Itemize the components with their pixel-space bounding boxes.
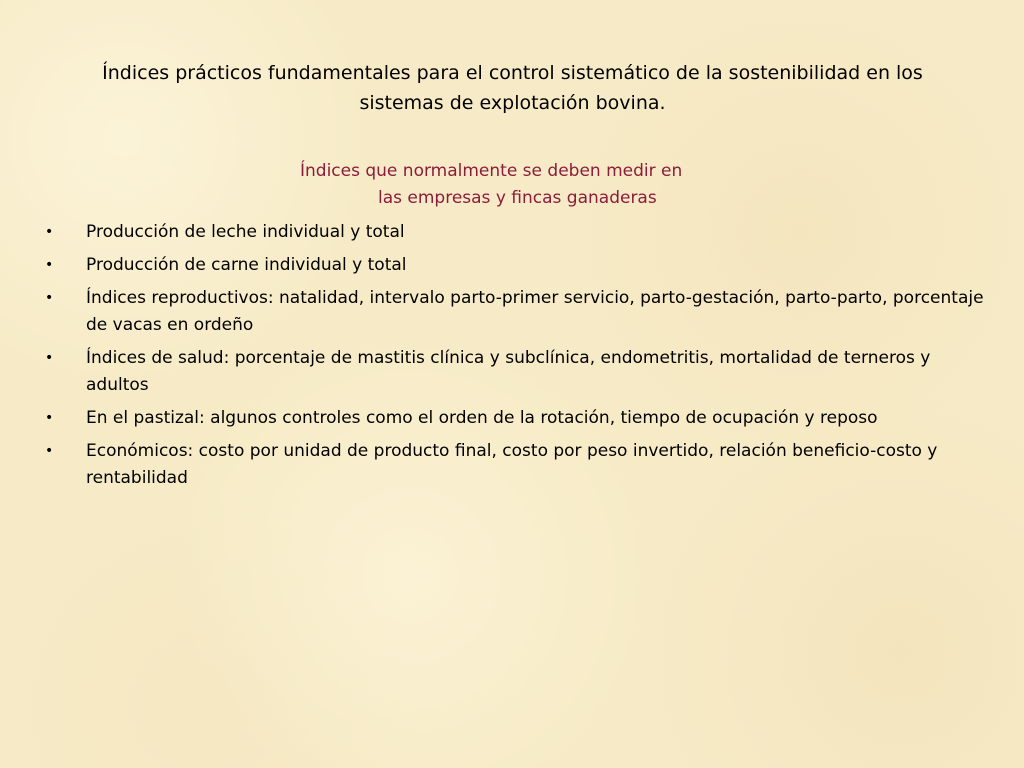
list-item	[40, 345, 990, 399]
list-item-text: Índices de salud: porcentaje de mastitis clínica y subclínica, endometritis, mortalidad de terneros y adultos	[86, 348, 931, 395]
bullet-icon: •	[45, 350, 54, 366]
list-item-text: Índices reproductivos: natalidad, intervalo parto-primer servicio, parto-gestación, parto-parto, porcentaje de vacas en ordeño	[86, 288, 984, 335]
bullet-icon: •	[45, 257, 54, 273]
list-item-text: Producción de carne individual y total	[86, 255, 407, 275]
list-item	[40, 219, 990, 246]
list-item-text: Producción de leche individual y total	[86, 222, 405, 242]
bullet-icon: •	[45, 410, 54, 426]
list-item	[40, 405, 990, 432]
section-subtitle	[300, 158, 730, 212]
subtitle-line-1: Índices que normalmente se deben medir en	[300, 161, 683, 181]
list-item	[40, 438, 990, 492]
list-item	[40, 252, 990, 279]
list-item	[40, 285, 990, 339]
list-item-text: En el pastizal: algunos controles como el orden de la rotación, tiempo de ocupación y reposo	[86, 408, 878, 428]
indices-list	[40, 219, 990, 498]
slide-title: Índices prácticos fundamentales para el control sistemático de la sostenibilidad en los sistemas de explotación bovina.	[102, 62, 923, 114]
list-item-text: Económicos: costo por unidad de producto final, costo por peso invertido, relación beneficio-costo y rentabilidad	[86, 441, 938, 488]
bullet-icon: •	[45, 224, 54, 240]
subtitle-line-2: las empresas y fincas ganaderas	[378, 188, 657, 208]
bullet-icon: •	[45, 443, 54, 459]
bullet-icon: •	[45, 290, 54, 306]
